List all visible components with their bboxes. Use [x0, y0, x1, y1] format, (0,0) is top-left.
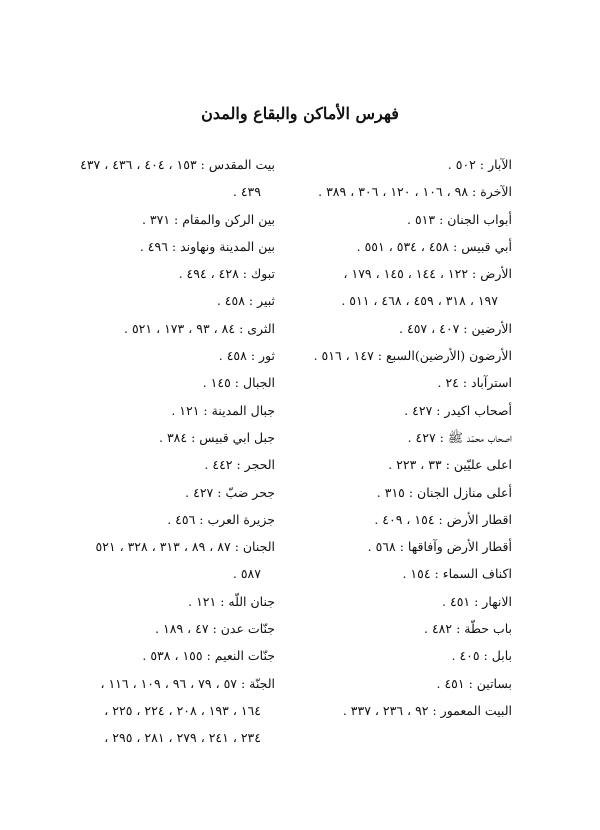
index-entry: جبال المدينة : ١٢١ . [171, 402, 275, 418]
index-entry: اعلى عليّين : ٣٣ ، ٢٢٣ . [388, 457, 512, 473]
index-column-right [272, 151, 512, 724]
index-entry: الآخرة : ٩٨ ، ١٠٦ ، ١٢٠ ، ٣٠٦ ، ٣٨٩ . [318, 184, 512, 200]
index-entry: بساتين : ٤٥١ . [436, 675, 512, 691]
index-entry: أبي قبيس : ٤٥٨ ، ٥٣٤ ، ٥٥١ . [356, 238, 512, 254]
index-entry: جنّات النعيم : ١٥٥ ، ٥٣٨ . [142, 648, 275, 664]
index-entry: أقطار الأرض وآفاقها : ٥٦٨ . [367, 539, 512, 555]
index-entry: بين الركن والمقام : ٣٧١ . [141, 211, 275, 227]
page-title: فهرس الأماكن والبقاع والمدن [201, 104, 399, 123]
index-entry: الأرض : ١٢٢ ، ١٤٤ ، ١٤٥ ، ١٧٩ ، [343, 266, 512, 282]
index-entry: جنّات عدن : ٤٧ ، ١٨٩ . [155, 621, 275, 637]
index-entry-continuation: ١٩٧ ، ٣١٨ ، ٤٥٩ ، ٤٦٨ ، ٥١١ . [341, 293, 498, 309]
index-entry: باب حطّة : ٤٨٢ . [424, 621, 512, 637]
index-entry: جبل ابي قبيس : ٣٨٤ . [158, 429, 275, 445]
index-entry: أبواب الجنان : ٥١٣ . [406, 211, 512, 227]
index-entry: جنان اللّه : ١٢١ . [188, 593, 275, 609]
index-entry: الآبار : ٥٠٢ . [447, 157, 512, 172]
index-entry: بين المدينة ونهاوند : ٤٩٦ . [139, 238, 275, 254]
index-entry: بيت المقدس : ١٥٣ ، ٤٠٤ ، ٤٣٦ ، ٤٣٧ [80, 157, 275, 172]
index-entry: جزيرة العرب : ٤٥٦ . [167, 511, 275, 527]
index-entry-continuation: ٤٣٩ . [232, 184, 261, 200]
index-entry: جحر ضبّ : ٤٢٧ . [185, 484, 275, 500]
index-entry: بابل : ٤٠٥ . [451, 648, 512, 664]
index-entry: ثور : ٤٥٨ . [218, 348, 275, 364]
index-entry: استرآباد : ٢٤ . [437, 375, 512, 391]
index-entry: البيت المعمور : ٩٢ ، ٢٣٦ ، ٣٣٧ . [342, 702, 512, 718]
index-entry-continuation: ١٦٤ ، ١٩٣ ، ٢٠٨ ، ٢٢٤ ، ٢٢٥ ، [104, 702, 261, 718]
index-entry: الأرضين : ٤٠٧ ، ٤٥٧ . [399, 320, 512, 336]
index-column-left [35, 151, 275, 752]
index-entry: الثرى : ٨٤ ، ٩٣ ، ١٧٣ ، ٥٢١ . [124, 320, 275, 336]
index-entry: الانهار : ٤٥١ . [442, 593, 512, 609]
index-entry: أصحاب اكيدر : ٤٢٧ . [404, 402, 512, 418]
index-entry: الجنّة : ٥٧ ، ٧٩ ، ٩٦ ، ١٠٩ ، ١١٦ ، [100, 675, 275, 691]
index-entry: تبوك : ٤٢٨ ، ٤٩٤ . [178, 266, 275, 282]
index-entry-continuation: ٥٨٧ . [232, 566, 261, 582]
index-entry: اكناف السماء : ١٥٤ . [402, 566, 512, 582]
index-entry: الجبال : ١٤٥ . [202, 375, 275, 391]
index-entry: الحجر : ٤٤٢ . [204, 457, 275, 473]
index-entry: الأرضون (الأرضين)السبع : ١٤٧ ، ٥١٦ . [313, 348, 512, 364]
index-entry: أعلى منازل الجنان : ٣١٥ . [376, 484, 512, 500]
index-entry: ثبير : ٤٥٨ . [216, 293, 275, 309]
index-entry: الجنان : ٨٧ ، ٨٩ ، ٣١٣ ، ٣٢٨ ، ٥٢١ [95, 539, 275, 555]
index-entry-continuation: ٢٣٤ ، ٢٤١ ، ٢٧٩ ، ٢٨١ ، ٢٩٥ ، [104, 730, 261, 746]
index-entry: اقطار الأرض : ١٥٤ ، ٤٠٩ . [374, 511, 512, 527]
index-entry: اصحاب محمّد ﷺ : ٤٢٧ . [407, 429, 512, 445]
